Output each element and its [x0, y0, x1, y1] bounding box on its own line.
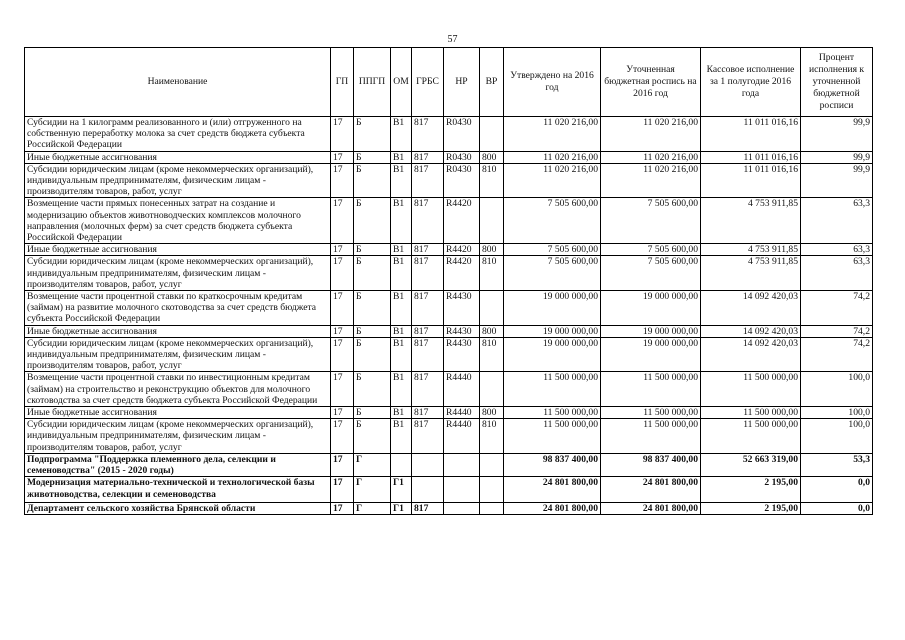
cell-percent: 63,3	[801, 198, 873, 244]
cell-percent: 100,0	[801, 419, 873, 454]
cell-refined: 24 801 800,00	[601, 502, 701, 514]
cell-cash: 11 011 016,16	[701, 151, 801, 163]
cell-np: R4440	[444, 419, 480, 454]
cell-ppgp: Б	[354, 151, 391, 163]
table-row	[25, 372, 873, 407]
cell-ppgp: Б	[354, 407, 391, 419]
cell-vr	[480, 117, 504, 152]
header-ppgp: ППГП	[354, 48, 391, 117]
cell-grbs: 817	[412, 372, 444, 407]
cell-cash: 52 663 319,00	[701, 453, 801, 476]
cell-vr: 800	[480, 244, 504, 256]
cell-percent: 74,2	[801, 291, 873, 326]
cell-vr: 800	[480, 151, 504, 163]
cell-gp: 17	[331, 453, 354, 476]
cell-om: В1	[391, 325, 412, 337]
cell-ppgp: Г	[354, 453, 391, 476]
cell-ppgp: Б	[354, 163, 391, 198]
cell-np: R4440	[444, 407, 480, 419]
cell-np: R4430	[444, 325, 480, 337]
cell-vr: 800	[480, 407, 504, 419]
cell-np: R4430	[444, 291, 480, 326]
table-row	[25, 163, 873, 198]
cell-gp: 17	[331, 244, 354, 256]
cell-om: В1	[391, 337, 412, 372]
cell-ppgp: Б	[354, 337, 391, 372]
cell-percent: 100,0	[801, 372, 873, 407]
header-gp: ГП	[331, 48, 354, 117]
cell-approved: 19 000 000,00	[504, 325, 601, 337]
cell-grbs: 817	[412, 291, 444, 326]
cell-cash: 2 195,00	[701, 477, 801, 502]
cell-om	[391, 453, 412, 476]
cell-approved: 24 801 800,00	[504, 502, 601, 514]
table-row	[25, 453, 873, 476]
cell-np: R4420	[444, 198, 480, 244]
cell-np: R0430	[444, 117, 480, 152]
cell-vr: 810	[480, 337, 504, 372]
cell-name: Субсидии юридическим лицам (кроме некоммерческих организаций), индивидуальным предпринимателям, физическим лицам - производителям товаров, работ, услуг	[25, 256, 331, 291]
cell-om: В1	[391, 256, 412, 291]
cell-name: Субсидии юридическим лицам (кроме некоммерческих организаций), индивидуальным предпринимателям, физическим лицам - производителям товаров, работ, услуг	[25, 419, 331, 454]
cell-name: Подпрограмма "Поддержка племенного дела, селекции и семеноводства" (2015 - 2020 годы)	[25, 453, 331, 476]
cell-refined: 7 505 600,00	[601, 198, 701, 244]
cell-grbs: 817	[412, 163, 444, 198]
cell-name: Возмещение части процентной ставки по инвестиционным кредитам (займам) на строительство и реконструкцию объектов для молочного скотоводства за счет средств бюджета субъекта Российской Федерации	[25, 372, 331, 407]
cell-percent: 74,2	[801, 337, 873, 372]
cell-vr	[480, 502, 504, 514]
cell-cash: 14 092 420,03	[701, 337, 801, 372]
cell-gp: 17	[331, 502, 354, 514]
cell-approved: 7 505 600,00	[504, 256, 601, 291]
cell-gp: 17	[331, 198, 354, 244]
cell-percent: 0,0	[801, 477, 873, 502]
cell-approved: 98 837 400,00	[504, 453, 601, 476]
cell-np: R0430	[444, 151, 480, 163]
cell-om: В1	[391, 419, 412, 454]
header-cash: Кассовое исполнение за 1 полугодие 2016 года	[701, 48, 801, 117]
cell-cash: 2 195,00	[701, 502, 801, 514]
cell-approved: 11 500 000,00	[504, 407, 601, 419]
cell-name: Департамент сельского хозяйства Брянской области	[25, 502, 331, 514]
cell-vr	[480, 372, 504, 407]
cell-grbs: 817	[412, 407, 444, 419]
cell-refined: 11 020 216,00	[601, 151, 701, 163]
cell-grbs: 817	[412, 198, 444, 244]
cell-cash: 11 011 016,16	[701, 117, 801, 152]
cell-gp: 17	[331, 151, 354, 163]
header-om: ОМ	[391, 48, 412, 117]
cell-refined: 19 000 000,00	[601, 325, 701, 337]
cell-percent: 100,0	[801, 407, 873, 419]
cell-grbs	[412, 453, 444, 476]
cell-grbs: 817	[412, 117, 444, 152]
cell-vr: 810	[480, 419, 504, 454]
cell-name: Иные бюджетные ассигнования	[25, 407, 331, 419]
cell-om: Г1	[391, 502, 412, 514]
cell-cash: 11 500 000,00	[701, 407, 801, 419]
table-row	[25, 117, 873, 152]
cell-ppgp: Б	[354, 325, 391, 337]
cell-cash: 14 092 420,03	[701, 291, 801, 326]
cell-om: В1	[391, 198, 412, 244]
cell-ppgp: Б	[354, 419, 391, 454]
table-row	[25, 477, 873, 502]
cell-refined: 11 500 000,00	[601, 419, 701, 454]
cell-name: Иные бюджетные ассигнования	[25, 244, 331, 256]
cell-om: В1	[391, 372, 412, 407]
table-row	[25, 325, 873, 337]
cell-cash: 4 753 911,85	[701, 244, 801, 256]
cell-approved: 11 020 216,00	[504, 163, 601, 198]
cell-np: R4430	[444, 337, 480, 372]
cell-refined: 11 020 216,00	[601, 117, 701, 152]
table-row	[25, 256, 873, 291]
table-body	[25, 117, 873, 515]
cell-np: R4440	[444, 372, 480, 407]
cell-refined: 19 000 000,00	[601, 337, 701, 372]
header-name: Наименование	[25, 48, 331, 117]
cell-refined: 11 500 000,00	[601, 372, 701, 407]
cell-refined: 19 000 000,00	[601, 291, 701, 326]
header-np: НР	[444, 48, 480, 117]
table-row	[25, 337, 873, 372]
cell-gp: 17	[331, 117, 354, 152]
cell-np: R4420	[444, 256, 480, 291]
cell-gp: 17	[331, 291, 354, 326]
cell-ppgp: Б	[354, 198, 391, 244]
cell-approved: 19 000 000,00	[504, 291, 601, 326]
cell-om: В1	[391, 117, 412, 152]
page-number: 57	[447, 34, 458, 45]
cell-np	[444, 477, 480, 502]
table-row	[25, 198, 873, 244]
cell-grbs: 817	[412, 151, 444, 163]
table-row	[25, 291, 873, 326]
cell-name: Модернизация материально-технической и технологической базы животноводства, селекции и семеноводства	[25, 477, 331, 502]
cell-refined: 98 837 400,00	[601, 453, 701, 476]
header-grbs: ГРБС	[412, 48, 444, 117]
cell-vr: 810	[480, 256, 504, 291]
cell-percent: 63,3	[801, 244, 873, 256]
cell-om: Г1	[391, 477, 412, 502]
table-row	[25, 419, 873, 454]
cell-grbs: 817	[412, 419, 444, 454]
cell-gp: 17	[331, 325, 354, 337]
cell-name: Субсидии юридическим лицам (кроме некоммерческих организаций), индивидуальным предпринимателям, физическим лицам - производителям товаров, работ, услуг	[25, 337, 331, 372]
cell-cash: 4 753 911,85	[701, 256, 801, 291]
cell-vr	[480, 198, 504, 244]
cell-grbs: 817	[412, 256, 444, 291]
cell-approved: 7 505 600,00	[504, 198, 601, 244]
cell-vr: 800	[480, 325, 504, 337]
cell-np: R0430	[444, 163, 480, 198]
cell-name: Субсидии юридическим лицам (кроме некоммерческих организаций), индивидуальным предпринимателям, физическим лицам - производителям товаров, работ, услуг	[25, 163, 331, 198]
cell-percent: 99,9	[801, 117, 873, 152]
budget-table	[24, 47, 873, 515]
table-row	[25, 244, 873, 256]
cell-name: Возмещение части процентной ставки по краткосрочным кредитам (займам) на развитие молочного скотоводства за счет средств бюджета субъекта Российской Федерации	[25, 291, 331, 326]
cell-np: R4420	[444, 244, 480, 256]
cell-name: Иные бюджетные ассигнования	[25, 325, 331, 337]
cell-percent: 63,3	[801, 256, 873, 291]
cell-name: Иные бюджетные ассигнования	[25, 151, 331, 163]
cell-refined: 7 505 600,00	[601, 256, 701, 291]
cell-gp: 17	[331, 256, 354, 291]
cell-name: Возмещение части прямых понесенных затрат на создание и модернизацию объектов животноводческих комплексов молочного направления (молочных ферм) за счет средств бюджета субъекта Российской Федерации	[25, 198, 331, 244]
cell-om: В1	[391, 407, 412, 419]
cell-refined: 24 801 800,00	[601, 477, 701, 502]
cell-approved: 24 801 800,00	[504, 477, 601, 502]
cell-approved: 11 500 000,00	[504, 419, 601, 454]
cell-refined: 11 500 000,00	[601, 407, 701, 419]
cell-ppgp: Б	[354, 372, 391, 407]
cell-grbs: 817	[412, 337, 444, 372]
cell-cash: 11 011 016,16	[701, 163, 801, 198]
table-row	[25, 407, 873, 419]
header-row	[25, 48, 873, 117]
cell-percent: 74,2	[801, 325, 873, 337]
cell-om: В1	[391, 291, 412, 326]
cell-gp: 17	[331, 419, 354, 454]
cell-ppgp: Г	[354, 502, 391, 514]
header-approved: Утверждено на 2016 год	[504, 48, 601, 117]
table-row	[25, 502, 873, 514]
cell-approved: 11 020 216,00	[504, 117, 601, 152]
cell-np	[444, 502, 480, 514]
cell-refined: 7 505 600,00	[601, 244, 701, 256]
cell-grbs: 817	[412, 502, 444, 514]
cell-cash: 11 500 000,00	[701, 419, 801, 454]
cell-vr	[480, 477, 504, 502]
cell-vr	[480, 453, 504, 476]
table-row	[25, 151, 873, 163]
cell-percent: 99,9	[801, 163, 873, 198]
cell-approved: 11 020 216,00	[504, 151, 601, 163]
cell-ppgp: Г	[354, 477, 391, 502]
cell-om: В1	[391, 151, 412, 163]
cell-vr: 810	[480, 163, 504, 198]
header-refined: Уточненная бюджетная роспись на 2016 год	[601, 48, 701, 117]
cell-vr	[480, 291, 504, 326]
cell-gp: 17	[331, 407, 354, 419]
cell-approved: 11 500 000,00	[504, 372, 601, 407]
cell-cash: 4 753 911,85	[701, 198, 801, 244]
cell-grbs	[412, 477, 444, 502]
cell-om: В1	[391, 163, 412, 198]
cell-approved: 7 505 600,00	[504, 244, 601, 256]
cell-ppgp: Б	[354, 291, 391, 326]
cell-gp: 17	[331, 372, 354, 407]
cell-percent: 99,9	[801, 151, 873, 163]
cell-ppgp: Б	[354, 244, 391, 256]
cell-gp: 17	[331, 337, 354, 372]
cell-om: В1	[391, 244, 412, 256]
header-percent: Процент исполнения к уточненной бюджетной росписи	[801, 48, 873, 117]
cell-cash: 11 500 000,00	[701, 372, 801, 407]
cell-refined: 11 020 216,00	[601, 163, 701, 198]
cell-ppgp: Б	[354, 256, 391, 291]
cell-cash: 14 092 420,03	[701, 325, 801, 337]
cell-grbs: 817	[412, 244, 444, 256]
cell-gp: 17	[331, 477, 354, 502]
cell-grbs: 817	[412, 325, 444, 337]
cell-approved: 19 000 000,00	[504, 337, 601, 372]
cell-np	[444, 453, 480, 476]
cell-name: Субсидии на 1 килограмм реализованного и (или) отгруженного на собственную переработку молока за счет средств бюджета субъекта Российской Федерации	[25, 117, 331, 152]
cell-percent: 0,0	[801, 502, 873, 514]
cell-percent: 53,3	[801, 453, 873, 476]
cell-ppgp: Б	[354, 117, 391, 152]
cell-gp: 17	[331, 163, 354, 198]
header-vr: ВР	[480, 48, 504, 117]
